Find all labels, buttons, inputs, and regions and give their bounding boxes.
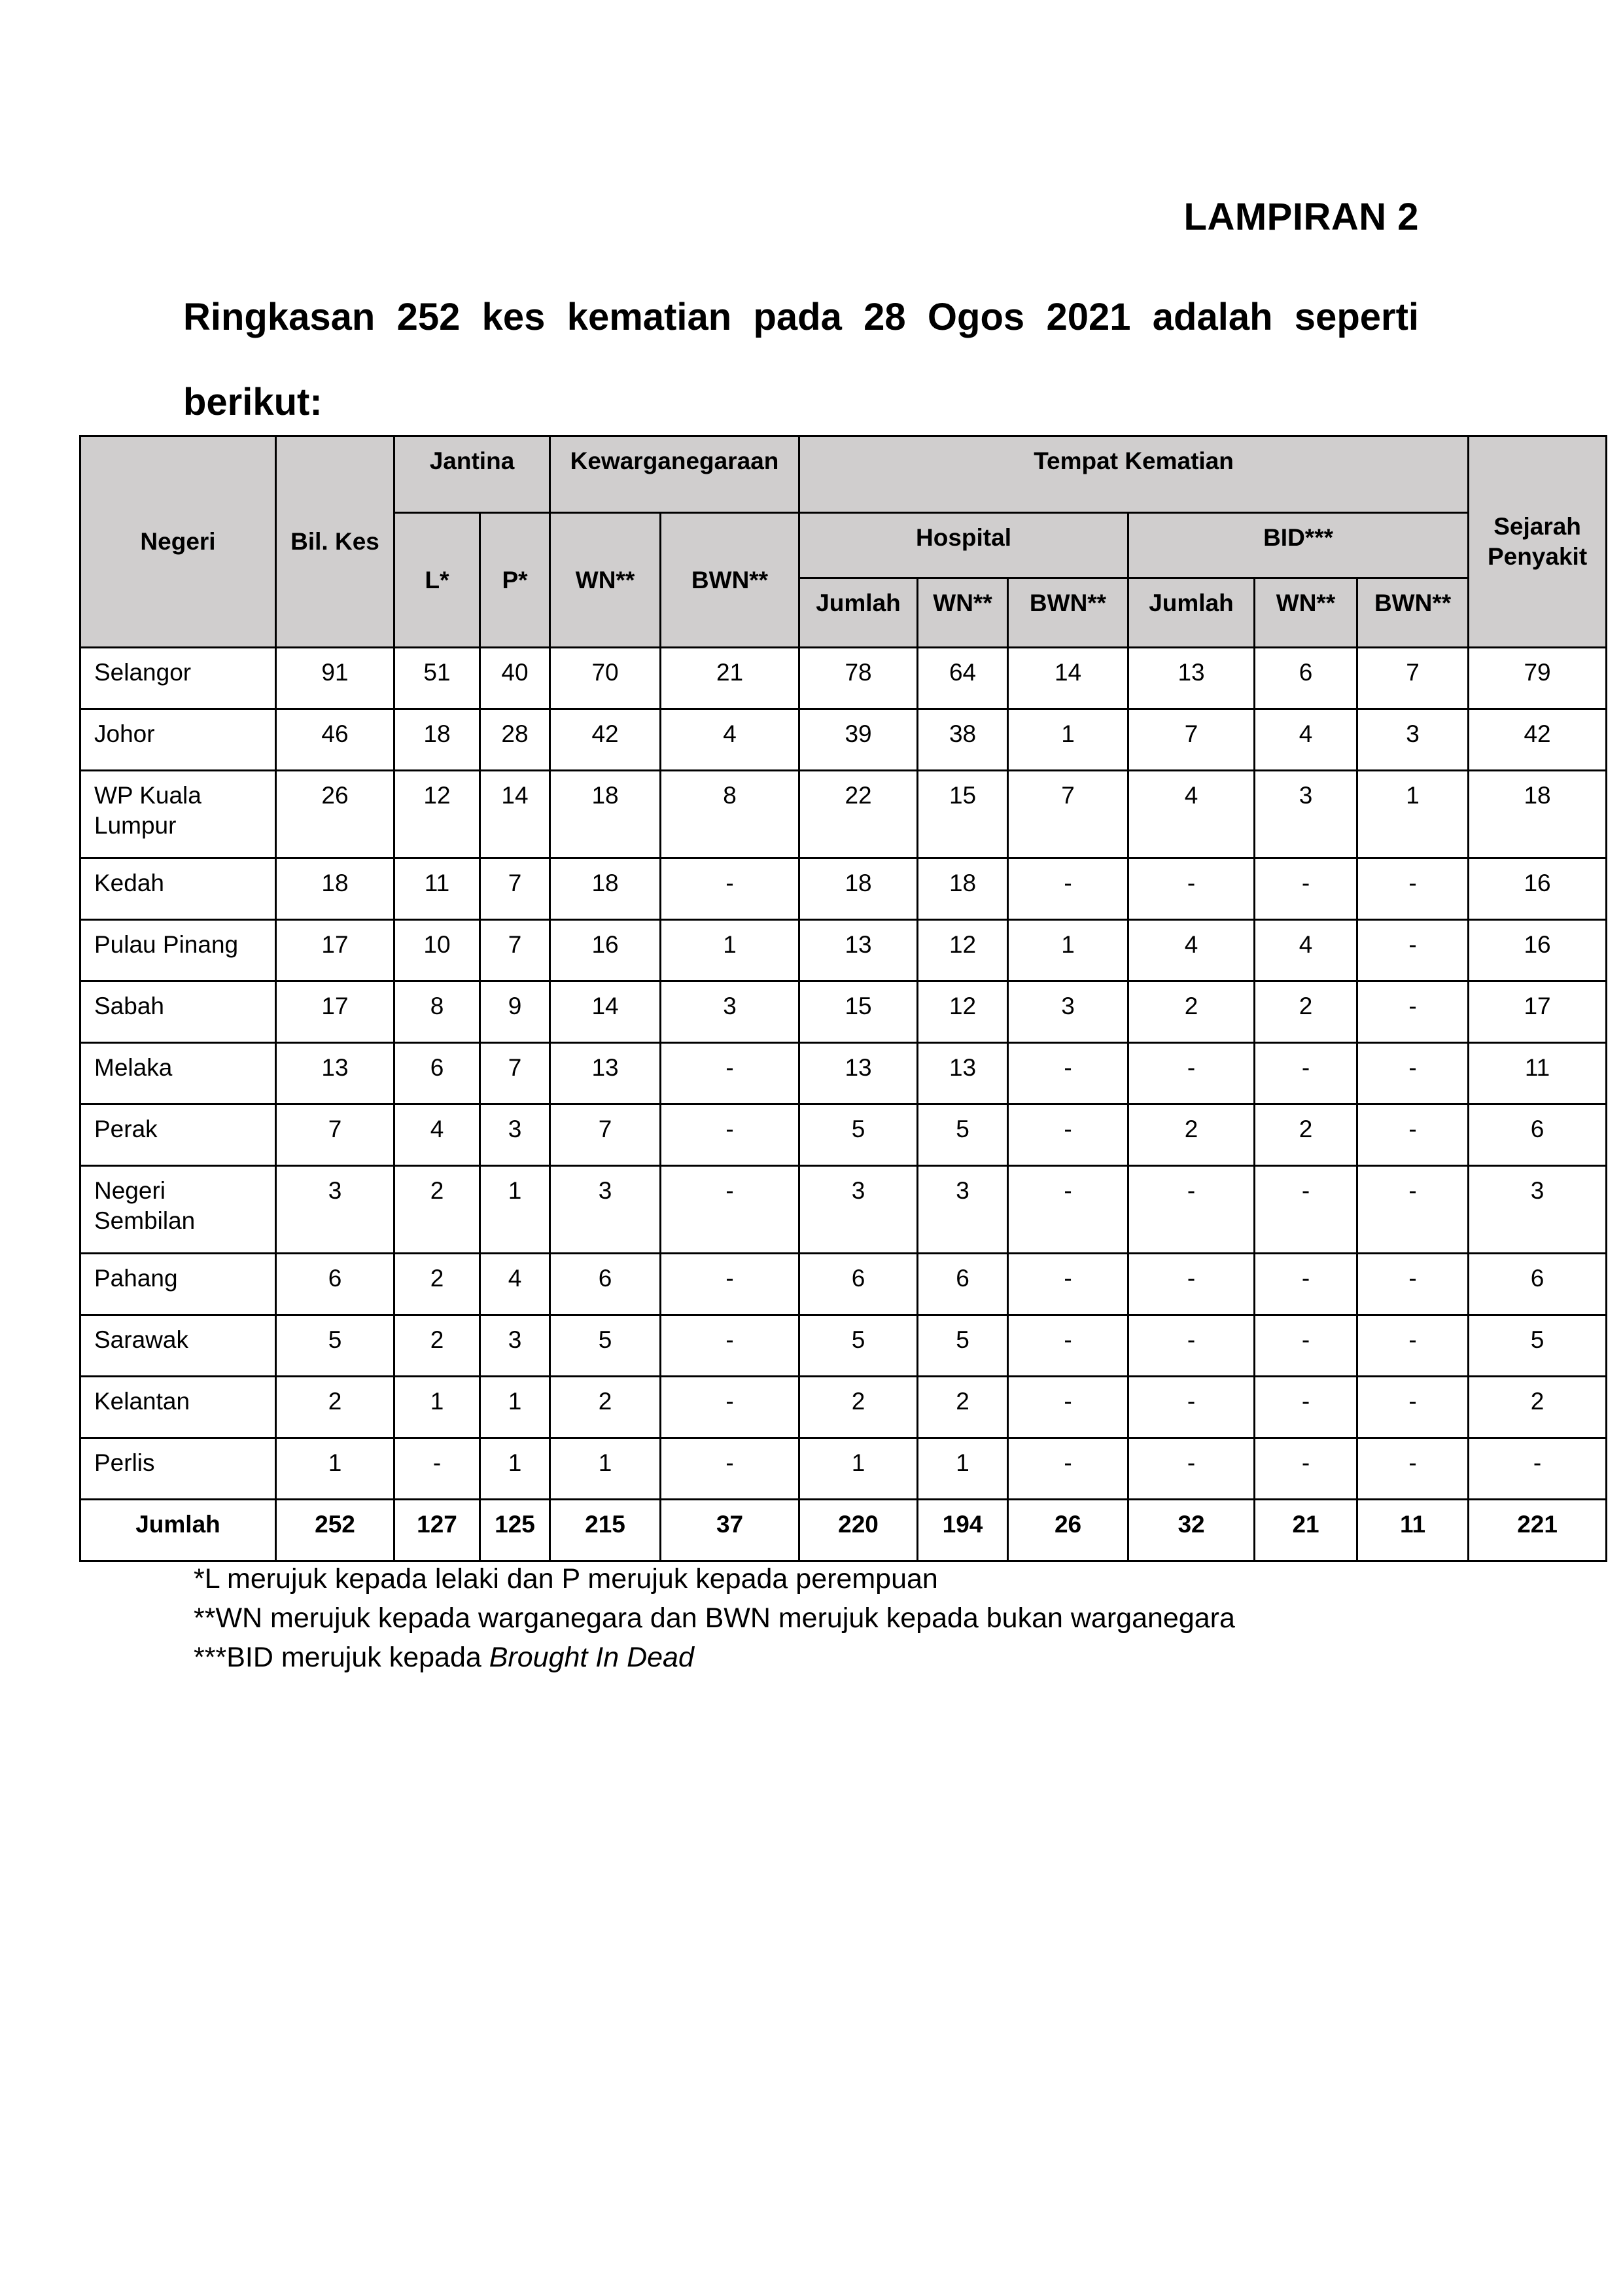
cell-negeri: Perlis	[80, 1438, 276, 1500]
cell-value: 3	[661, 981, 799, 1043]
cell-value: -	[1357, 1377, 1469, 1438]
cell-value: -	[661, 858, 799, 920]
cell-value: -	[1008, 1377, 1128, 1438]
cell-value: -	[1128, 858, 1255, 920]
header-jantina: Jantina	[394, 436, 550, 513]
cell-value: 2	[1128, 981, 1255, 1043]
cell-value: 8	[661, 771, 799, 858]
cell-value: 8	[394, 981, 480, 1043]
cell-value: 2	[918, 1377, 1008, 1438]
table-row	[80, 709, 1607, 771]
cell-value: 11	[1357, 1500, 1469, 1561]
cell-value: 37	[661, 1500, 799, 1561]
cell-value: -	[1008, 1315, 1128, 1377]
header-hospital-bwn: BWN**	[1008, 578, 1128, 648]
cell-value: 1	[1008, 920, 1128, 981]
cell-value: 91	[276, 648, 394, 709]
intro-paragraph: Ringkasan 252 kes kematian pada 28 Ogos 2021 adalah seperti berikut:	[183, 296, 1419, 423]
cell-value: 18	[799, 858, 918, 920]
cell-value: 3	[550, 1166, 661, 1254]
cell-value: 46	[276, 709, 394, 771]
cell-value: -	[1008, 1254, 1128, 1315]
cell-value: 21	[1255, 1500, 1357, 1561]
cell-value: -	[1357, 1104, 1469, 1166]
cell-value: 6	[394, 1043, 480, 1104]
deaths-summary-table	[79, 435, 1607, 1562]
cell-value: 16	[1469, 920, 1607, 981]
table-row	[80, 771, 1607, 858]
header-negeri: Negeri	[80, 436, 276, 648]
cell-value: 40	[480, 648, 550, 709]
header-bid: BID***	[1128, 513, 1469, 578]
cell-value: 78	[799, 648, 918, 709]
cell-value: 13	[918, 1043, 1008, 1104]
table-row	[80, 1043, 1607, 1104]
cell-value: 64	[918, 648, 1008, 709]
cell-value: 1	[1008, 709, 1128, 771]
cell-value: 14	[1008, 648, 1128, 709]
table-row	[80, 1438, 1607, 1500]
cell-value: 3	[1357, 709, 1469, 771]
cell-value: -	[661, 1377, 799, 1438]
cell-value: -	[1255, 858, 1357, 920]
cell-value: 2	[394, 1254, 480, 1315]
cell-value: -	[1255, 1315, 1357, 1377]
cell-value: 16	[1469, 858, 1607, 920]
table-body	[80, 648, 1607, 1561]
cell-value: -	[1357, 1315, 1469, 1377]
cell-value: 18	[918, 858, 1008, 920]
cell-value: 1	[480, 1438, 550, 1500]
cell-value: 12	[394, 771, 480, 858]
cell-value: -	[661, 1315, 799, 1377]
cell-value: 7	[480, 920, 550, 981]
cell-value: -	[1255, 1438, 1357, 1500]
cell-value: 18	[550, 771, 661, 858]
cell-value: 22	[799, 771, 918, 858]
header-bid-jumlah: Jumlah	[1128, 578, 1255, 648]
table-row	[80, 1254, 1607, 1315]
cell-value: 70	[550, 648, 661, 709]
cell-value: 5	[550, 1315, 661, 1377]
cell-value: 3	[1255, 771, 1357, 858]
cell-value: 3	[1469, 1166, 1607, 1254]
cell-value: -	[1008, 1104, 1128, 1166]
cell-value: 4	[1255, 920, 1357, 981]
cell-value: -	[1128, 1438, 1255, 1500]
cell-value: 2	[799, 1377, 918, 1438]
cell-value: -	[1255, 1166, 1357, 1254]
cell-value: 215	[550, 1500, 661, 1561]
cell-value: 3	[799, 1166, 918, 1254]
cell-value: -	[1008, 1438, 1128, 1500]
cell-value: 17	[1469, 981, 1607, 1043]
cell-value: 9	[480, 981, 550, 1043]
header-hospital-jumlah: Jumlah	[799, 578, 918, 648]
cell-value: 51	[394, 648, 480, 709]
cell-value: 4	[1255, 709, 1357, 771]
cell-value: -	[1128, 1254, 1255, 1315]
cell-value: 26	[1008, 1500, 1128, 1561]
cell-value: 1	[1357, 771, 1469, 858]
header-bwn: BWN**	[661, 513, 799, 648]
cell-value: 1	[480, 1166, 550, 1254]
cell-value: 18	[550, 858, 661, 920]
cell-value: -	[661, 1104, 799, 1166]
table-row	[80, 920, 1607, 981]
cell-negeri: Pahang	[80, 1254, 276, 1315]
table-total-row	[80, 1500, 1607, 1561]
cell-value: -	[1008, 1166, 1128, 1254]
cell-value: 2	[1128, 1104, 1255, 1166]
cell-value: -	[1008, 1043, 1128, 1104]
table-row	[80, 1315, 1607, 1377]
cell-value: 21	[661, 648, 799, 709]
cell-value: 11	[394, 858, 480, 920]
cell-value: 252	[276, 1500, 394, 1561]
cell-value: -	[1008, 858, 1128, 920]
cell-value: -	[1128, 1043, 1255, 1104]
cell-value: 5	[918, 1315, 1008, 1377]
cell-value: 14	[480, 771, 550, 858]
cell-value: -	[661, 1166, 799, 1254]
cell-value: -	[1357, 981, 1469, 1043]
cell-value: 2	[550, 1377, 661, 1438]
cell-negeri: Melaka	[80, 1043, 276, 1104]
table-header	[80, 436, 1607, 648]
cell-value: 16	[550, 920, 661, 981]
cell-value: 125	[480, 1500, 550, 1561]
cell-value: 13	[1128, 648, 1255, 709]
table-row	[80, 858, 1607, 920]
cell-value: 7	[480, 1043, 550, 1104]
cell-value: 17	[276, 920, 394, 981]
cell-value: -	[1357, 1438, 1469, 1500]
cell-value: 4	[1128, 920, 1255, 981]
cell-value: 4	[394, 1104, 480, 1166]
cell-negeri: Jumlah	[80, 1500, 276, 1561]
cell-value: 194	[918, 1500, 1008, 1561]
cell-value: 7	[1008, 771, 1128, 858]
cell-negeri: Johor	[80, 709, 276, 771]
cell-value: -	[1357, 1166, 1469, 1254]
cell-negeri: Perak	[80, 1104, 276, 1166]
header-bid-wn: WN**	[1255, 578, 1357, 648]
header-kewarganegaraan: Kewarganegaraan	[550, 436, 799, 513]
cell-value: 5	[276, 1315, 394, 1377]
cell-value: -	[661, 1043, 799, 1104]
cell-value: 3	[480, 1104, 550, 1166]
cell-value: 7	[1357, 648, 1469, 709]
cell-value: 12	[918, 920, 1008, 981]
header-tempat-kematian: Tempat Kematian	[799, 436, 1469, 513]
cell-negeri: Sabah	[80, 981, 276, 1043]
cell-negeri: Pulau Pinang	[80, 920, 276, 981]
cell-value: 220	[799, 1500, 918, 1561]
cell-value: 32	[1128, 1500, 1255, 1561]
cell-value: 15	[918, 771, 1008, 858]
cell-value: 28	[480, 709, 550, 771]
footnote-bid-italic: Brought In Dead	[489, 1642, 694, 1673]
cell-value: 5	[918, 1104, 1008, 1166]
cell-value: -	[1469, 1438, 1607, 1500]
cell-value: 1	[276, 1438, 394, 1500]
cell-value: 3	[1008, 981, 1128, 1043]
cell-value: 1	[799, 1438, 918, 1500]
cell-value: 6	[1469, 1254, 1607, 1315]
cell-value: -	[394, 1438, 480, 1500]
cell-value: 6	[799, 1254, 918, 1315]
cell-value: -	[1357, 1254, 1469, 1315]
cell-value: -	[1255, 1377, 1357, 1438]
cell-value: 11	[1469, 1043, 1607, 1104]
cell-value: 1	[394, 1377, 480, 1438]
cell-value: -	[1255, 1254, 1357, 1315]
table-row	[80, 648, 1607, 709]
cell-value: -	[1357, 1043, 1469, 1104]
cell-value: -	[1255, 1043, 1357, 1104]
cell-value: 7	[276, 1104, 394, 1166]
cell-value: 18	[1469, 771, 1607, 858]
cell-value: -	[1357, 858, 1469, 920]
header-bil-kes: Bil. Kes	[276, 436, 394, 648]
footnote-gender: *L merujuk kepada lelaki dan P merujuk kepada perempuan	[194, 1563, 938, 1595]
cell-value: 42	[1469, 709, 1607, 771]
cell-value: 7	[1128, 709, 1255, 771]
cell-value: 1	[550, 1438, 661, 1500]
cell-value: -	[1357, 920, 1469, 981]
cell-value: -	[661, 1438, 799, 1500]
cell-value: 4	[480, 1254, 550, 1315]
footnote-citizenship: **WN merujuk kepada warganegara dan BWN merujuk kepada bukan warganegara	[194, 1602, 1235, 1634]
cell-value: 38	[918, 709, 1008, 771]
cell-negeri: Kedah	[80, 858, 276, 920]
cell-value: 2	[1255, 981, 1357, 1043]
cell-value: 3	[276, 1166, 394, 1254]
cell-value: 221	[1469, 1500, 1607, 1561]
header-l: L*	[394, 513, 480, 648]
header-p: P*	[480, 513, 550, 648]
cell-value: -	[661, 1254, 799, 1315]
table-row	[80, 1166, 1607, 1254]
header-hospital: Hospital	[799, 513, 1128, 578]
cell-negeri: Negeri Sembilan	[80, 1166, 276, 1254]
footnote-bid-text: ***BID merujuk kepada	[194, 1642, 489, 1673]
cell-value: 7	[550, 1104, 661, 1166]
cell-value: 7	[480, 858, 550, 920]
cell-value: 79	[1469, 648, 1607, 709]
cell-value: 2	[276, 1377, 394, 1438]
cell-value: 39	[799, 709, 918, 771]
cell-negeri: Kelantan	[80, 1377, 276, 1438]
cell-value: 5	[799, 1315, 918, 1377]
cell-value: 6	[550, 1254, 661, 1315]
footnote-bid	[194, 1638, 1235, 1677]
cell-value: 3	[480, 1315, 550, 1377]
cell-value: 13	[799, 1043, 918, 1104]
cell-value: 6	[1469, 1104, 1607, 1166]
cell-value: 5	[799, 1104, 918, 1166]
cell-value: 13	[276, 1043, 394, 1104]
cell-value: 13	[550, 1043, 661, 1104]
cell-value: 1	[918, 1438, 1008, 1500]
cell-value: 12	[918, 981, 1008, 1043]
cell-value: 4	[1128, 771, 1255, 858]
header-wn: WN**	[550, 513, 661, 648]
header-hospital-wn: WN**	[918, 578, 1008, 648]
cell-value: 2	[394, 1166, 480, 1254]
cell-value: 6	[918, 1254, 1008, 1315]
cell-value: 127	[394, 1500, 480, 1561]
cell-value: 2	[1469, 1377, 1607, 1438]
cell-value: -	[1128, 1315, 1255, 1377]
header-bid-bwn: BWN**	[1357, 578, 1469, 648]
cell-value: 1	[661, 920, 799, 981]
cell-value: 6	[1255, 648, 1357, 709]
cell-value: 26	[276, 771, 394, 858]
cell-value: 3	[918, 1166, 1008, 1254]
cell-value: 17	[276, 981, 394, 1043]
cell-value: 5	[1469, 1315, 1607, 1377]
cell-negeri: Selangor	[80, 648, 276, 709]
header-sejarah-penyakit: Sejarah Penyakit	[1469, 436, 1607, 648]
table-row	[80, 1377, 1607, 1438]
cell-value: 2	[1255, 1104, 1357, 1166]
cell-value: 18	[394, 709, 480, 771]
cell-value: 15	[799, 981, 918, 1043]
cell-value: 18	[276, 858, 394, 920]
cell-negeri: Sarawak	[80, 1315, 276, 1377]
cell-value: 10	[394, 920, 480, 981]
cell-value: -	[1128, 1166, 1255, 1254]
cell-value: 2	[394, 1315, 480, 1377]
cell-value: 6	[276, 1254, 394, 1315]
cell-value: 4	[661, 709, 799, 771]
cell-value: 14	[550, 981, 661, 1043]
footnotes	[194, 1559, 1235, 1677]
cell-value: -	[1128, 1377, 1255, 1438]
appendix-label: LAMPIRAN 2	[1183, 196, 1419, 238]
cell-value: 13	[799, 920, 918, 981]
table-row	[80, 1104, 1607, 1166]
cell-value: 1	[480, 1377, 550, 1438]
cell-negeri: WP Kuala Lumpur	[80, 771, 276, 858]
cell-value: 42	[550, 709, 661, 771]
table-row	[80, 981, 1607, 1043]
